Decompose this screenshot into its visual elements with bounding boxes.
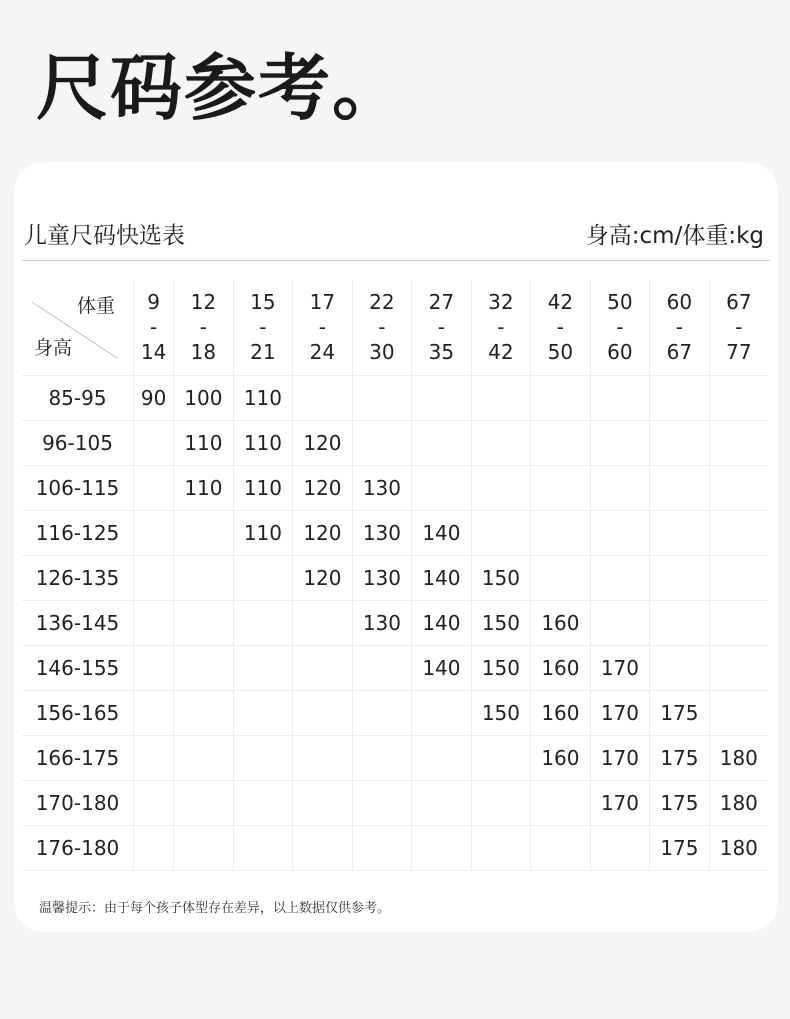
size-cell: 175 (650, 736, 710, 781)
size-cell (471, 466, 531, 511)
size-cell (352, 826, 412, 871)
size-cell: 110 (233, 466, 293, 511)
size-table (22, 280, 768, 871)
size-cell (174, 781, 234, 826)
size-cell (650, 376, 710, 421)
range-dash: - (437, 315, 446, 339)
size-cell: 140 (412, 511, 472, 556)
size-chart-card (14, 162, 778, 932)
size-cell (412, 781, 472, 826)
table-row (22, 781, 768, 826)
size-cell (412, 376, 472, 421)
weight-range-header (709, 280, 768, 376)
size-cell: 160 (531, 601, 591, 646)
size-cell (531, 781, 591, 826)
weight-max: 35 (428, 340, 455, 364)
size-cell (174, 601, 234, 646)
range-dash: - (318, 315, 327, 339)
size-cell (590, 511, 650, 556)
table-row (22, 826, 768, 871)
size-cell (531, 466, 591, 511)
weight-min: 22 (369, 290, 395, 314)
size-cell (134, 556, 174, 601)
weight-range-header (134, 280, 174, 376)
size-cell (352, 691, 412, 736)
size-cell (709, 691, 768, 736)
table-row (22, 511, 768, 556)
size-cell: 150 (471, 601, 531, 646)
table-row (22, 421, 768, 466)
size-cell (471, 376, 531, 421)
size-cell (174, 826, 234, 871)
size-cell: 110 (233, 421, 293, 466)
footnote: 温馨提示：由于每个孩子体型存在差异，以上数据仅供参考。 (39, 901, 391, 916)
page-title: 尺码参考。 (36, 46, 407, 130)
size-cell: 120 (293, 421, 353, 466)
size-cell (471, 421, 531, 466)
size-cell (412, 466, 472, 511)
size-cell (709, 421, 768, 466)
size-cell (233, 691, 293, 736)
size-cell: 120 (293, 511, 353, 556)
weight-max: 42 (488, 340, 514, 364)
size-cell (233, 646, 293, 691)
size-cell: 180 (709, 736, 768, 781)
height-range: 126-135 (22, 556, 134, 601)
size-cell (233, 601, 293, 646)
height-range: 85-95 (22, 376, 134, 421)
weight-min: 67 (726, 290, 752, 314)
weight-max: 67 (666, 340, 693, 364)
size-cell: 90 (134, 376, 174, 421)
size-cell: 170 (590, 646, 650, 691)
size-cell: 160 (531, 736, 591, 781)
size-cell (174, 646, 234, 691)
table-row (22, 376, 768, 421)
size-cell (174, 511, 234, 556)
range-dash: - (556, 315, 565, 339)
range-dash: - (259, 315, 267, 339)
size-cell (471, 736, 531, 781)
size-cell (134, 781, 174, 826)
size-cell (531, 556, 591, 601)
weight-range-header (174, 280, 234, 376)
size-cell: 120 (293, 466, 353, 511)
weight-range-header (293, 280, 353, 376)
size-cell (174, 691, 234, 736)
size-cell (174, 736, 234, 781)
divider (22, 260, 770, 261)
size-cell: 110 (174, 466, 234, 511)
weight-min: 27 (428, 290, 455, 314)
size-cell (134, 601, 174, 646)
size-cell (709, 511, 768, 556)
size-cell (352, 646, 412, 691)
weight-max: 30 (369, 340, 395, 364)
size-cell (709, 601, 768, 646)
size-cell (352, 781, 412, 826)
size-cell (590, 376, 650, 421)
size-cell (531, 511, 591, 556)
size-cell (352, 376, 412, 421)
size-cell (293, 736, 353, 781)
size-cell (650, 421, 710, 466)
height-range: 170-180 (22, 781, 134, 826)
size-cell (412, 421, 472, 466)
size-cell (134, 466, 174, 511)
height-range: 146-155 (22, 646, 134, 691)
size-cell: 130 (352, 556, 412, 601)
size-cell (709, 556, 768, 601)
size-cell (531, 376, 591, 421)
weight-max: 77 (726, 340, 752, 364)
size-cell: 170 (590, 691, 650, 736)
size-cell: 140 (412, 556, 472, 601)
height-range: 136-145 (22, 601, 134, 646)
size-cell: 175 (650, 781, 710, 826)
header-row (22, 280, 768, 376)
size-cell (709, 646, 768, 691)
size-cell (709, 376, 768, 421)
weight-range-header (531, 280, 591, 376)
weight-range-header (650, 280, 710, 376)
weight-label: 体重 (76, 295, 115, 317)
size-cell (471, 511, 531, 556)
size-cell: 110 (233, 376, 293, 421)
size-cell (590, 421, 650, 466)
size-cell (134, 646, 174, 691)
size-cell: 175 (650, 691, 710, 736)
chart-subtitle: 儿童尺码快选表 (24, 223, 185, 249)
size-cell (531, 826, 591, 871)
weight-range-header (471, 280, 531, 376)
size-cell (293, 646, 353, 691)
weight-max: 24 (309, 340, 336, 364)
weight-min: 15 (250, 290, 276, 314)
size-cell: 180 (709, 781, 768, 826)
range-dash: - (378, 315, 386, 339)
size-cell (650, 556, 710, 601)
height-range: 96-105 (22, 421, 134, 466)
size-cell (233, 826, 293, 871)
size-cell (134, 511, 174, 556)
size-cell (590, 826, 650, 871)
size-cell (233, 781, 293, 826)
weight-range-header (590, 280, 650, 376)
size-cell (412, 826, 472, 871)
size-cell (293, 826, 353, 871)
range-dash: - (735, 315, 743, 339)
size-cell: 120 (293, 556, 353, 601)
size-cell: 130 (352, 601, 412, 646)
height-range: 156-165 (22, 691, 134, 736)
size-cell: 170 (590, 736, 650, 781)
range-dash: - (199, 315, 208, 339)
size-cell (590, 466, 650, 511)
table-row (22, 601, 768, 646)
weight-max: 21 (250, 340, 276, 364)
size-cell (134, 691, 174, 736)
size-cell: 130 (352, 511, 412, 556)
range-dash: - (675, 315, 684, 339)
weight-range-header (412, 280, 472, 376)
size-cell: 170 (590, 781, 650, 826)
size-cell (233, 736, 293, 781)
size-cell: 160 (531, 691, 591, 736)
weight-range-header (352, 280, 412, 376)
size-cell: 175 (650, 826, 710, 871)
weight-range-header (233, 280, 293, 376)
size-cell: 110 (233, 511, 293, 556)
height-range: 166-175 (22, 736, 134, 781)
size-cell (293, 691, 353, 736)
weight-max: 60 (607, 340, 633, 364)
size-cell (293, 601, 353, 646)
size-cell (531, 421, 591, 466)
size-cell (352, 421, 412, 466)
table-row (22, 556, 768, 601)
size-cell: 110 (174, 421, 234, 466)
weight-min: 60 (666, 290, 693, 314)
weight-max: 14 (140, 340, 167, 364)
size-cell (293, 781, 353, 826)
size-cell (412, 736, 472, 781)
weight-max: 50 (547, 340, 574, 364)
corner-cell (22, 280, 134, 376)
range-dash: - (616, 315, 624, 339)
weight-max: 18 (190, 340, 217, 364)
size-cell (233, 556, 293, 601)
size-cell (590, 601, 650, 646)
weight-min: 9 (147, 290, 160, 314)
weight-min: 42 (547, 290, 574, 314)
size-cell (134, 736, 174, 781)
size-cell: 130 (352, 466, 412, 511)
size-cell: 160 (531, 646, 591, 691)
weight-min: 32 (488, 290, 514, 314)
height-range: 116-125 (22, 511, 134, 556)
size-cell (471, 826, 531, 871)
size-cell: 150 (471, 691, 531, 736)
size-cell (134, 826, 174, 871)
size-cell (590, 556, 650, 601)
size-cell (412, 691, 472, 736)
table-row (22, 736, 768, 781)
size-cell (709, 466, 768, 511)
units-label: 身高:cm/体重:kg (585, 223, 764, 249)
table-row (22, 466, 768, 511)
size-cell (293, 376, 353, 421)
size-cell: 100 (174, 376, 234, 421)
size-cell (134, 421, 174, 466)
size-cell: 180 (709, 826, 768, 871)
size-cell: 150 (471, 646, 531, 691)
weight-min: 50 (607, 290, 633, 314)
size-cell: 150 (471, 556, 531, 601)
size-cell (174, 556, 234, 601)
height-range: 176-180 (22, 826, 134, 871)
size-cell: 140 (412, 601, 472, 646)
size-cell (471, 781, 531, 826)
table-row (22, 646, 768, 691)
size-cell (650, 601, 710, 646)
size-cell (650, 511, 710, 556)
range-dash: - (149, 315, 158, 339)
size-cell (352, 736, 412, 781)
size-cell (650, 646, 710, 691)
size-cell (650, 466, 710, 511)
height-label: 身高 (34, 337, 73, 359)
height-range: 106-115 (22, 466, 134, 511)
weight-min: 12 (190, 290, 217, 314)
weight-min: 17 (309, 290, 336, 314)
range-dash: - (497, 315, 505, 339)
size-cell: 140 (412, 646, 472, 691)
table-row (22, 691, 768, 736)
